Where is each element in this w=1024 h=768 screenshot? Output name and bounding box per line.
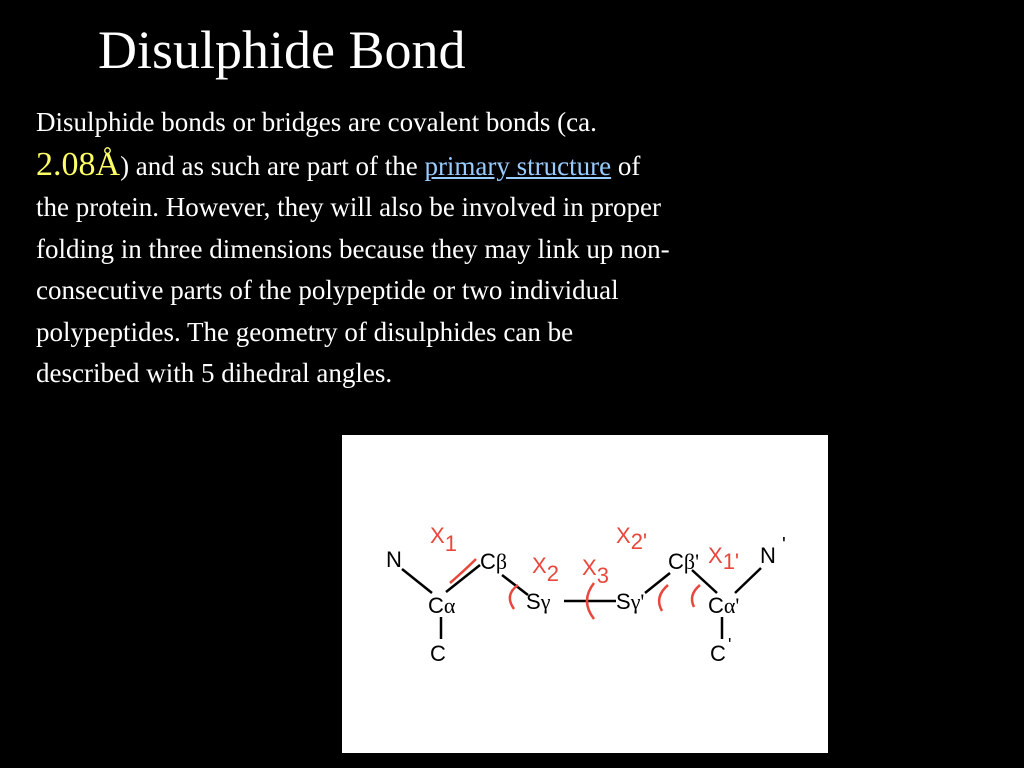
chi1p-label: X1' [708, 543, 740, 574]
bond-sg-cb-right [645, 573, 670, 593]
paragraph-text-2: ) and as such are part of the [120, 150, 425, 181]
body-paragraph [36, 102, 676, 395]
atom-ca-left: Cα [428, 593, 456, 618]
diagram-svg [342, 435, 828, 753]
atom-n-right-prime: ' [782, 534, 786, 556]
atom-c-right-prime: ' [728, 635, 732, 655]
chi2p-arc [659, 585, 668, 611]
slide-title: Disulphide Bond [98, 20, 466, 80]
atom-n-left: N [386, 547, 402, 572]
atom-n-right: N [760, 543, 776, 568]
chi3-label: X3 [582, 555, 609, 588]
atom-cb-left: Cβ [480, 549, 508, 574]
atom-sg-left: Sγ [526, 589, 551, 614]
bond-length-value: 2.08Å [36, 145, 121, 183]
atom-cb-right: Cβ' [668, 549, 700, 574]
bond-n-ca-left [402, 569, 432, 593]
chi1-label: X1 [430, 523, 457, 556]
chi2-label: X2 [532, 553, 559, 586]
paragraph-text-1: Disulphide bonds or bridges are covalent bonds (ca. [36, 107, 597, 137]
atom-ca-right: Cα' [708, 593, 740, 618]
atom-c-left: C [430, 641, 446, 666]
bond-cb-sg-left [502, 575, 528, 595]
atom-sg-right: Sγ' [616, 589, 645, 614]
chi1p-arc [692, 585, 700, 607]
disulphide-dihedral-diagram [342, 435, 828, 753]
bond-ca-cb-left [446, 565, 480, 592]
chi2p-label: X2' [616, 523, 648, 554]
paragraph-text-3: of the protein. However, they will also be involved in proper folding in three dimensions because they may link up non-consecutive parts of the polypeptide or two individual polypeptides. The geometry of disulphides can be described with 5 dihedral angles. [36, 150, 670, 388]
atom-c-right: C [710, 641, 726, 666]
primary-structure-link[interactable]: primary structure [424, 150, 612, 181]
chi2-arc [510, 585, 518, 609]
